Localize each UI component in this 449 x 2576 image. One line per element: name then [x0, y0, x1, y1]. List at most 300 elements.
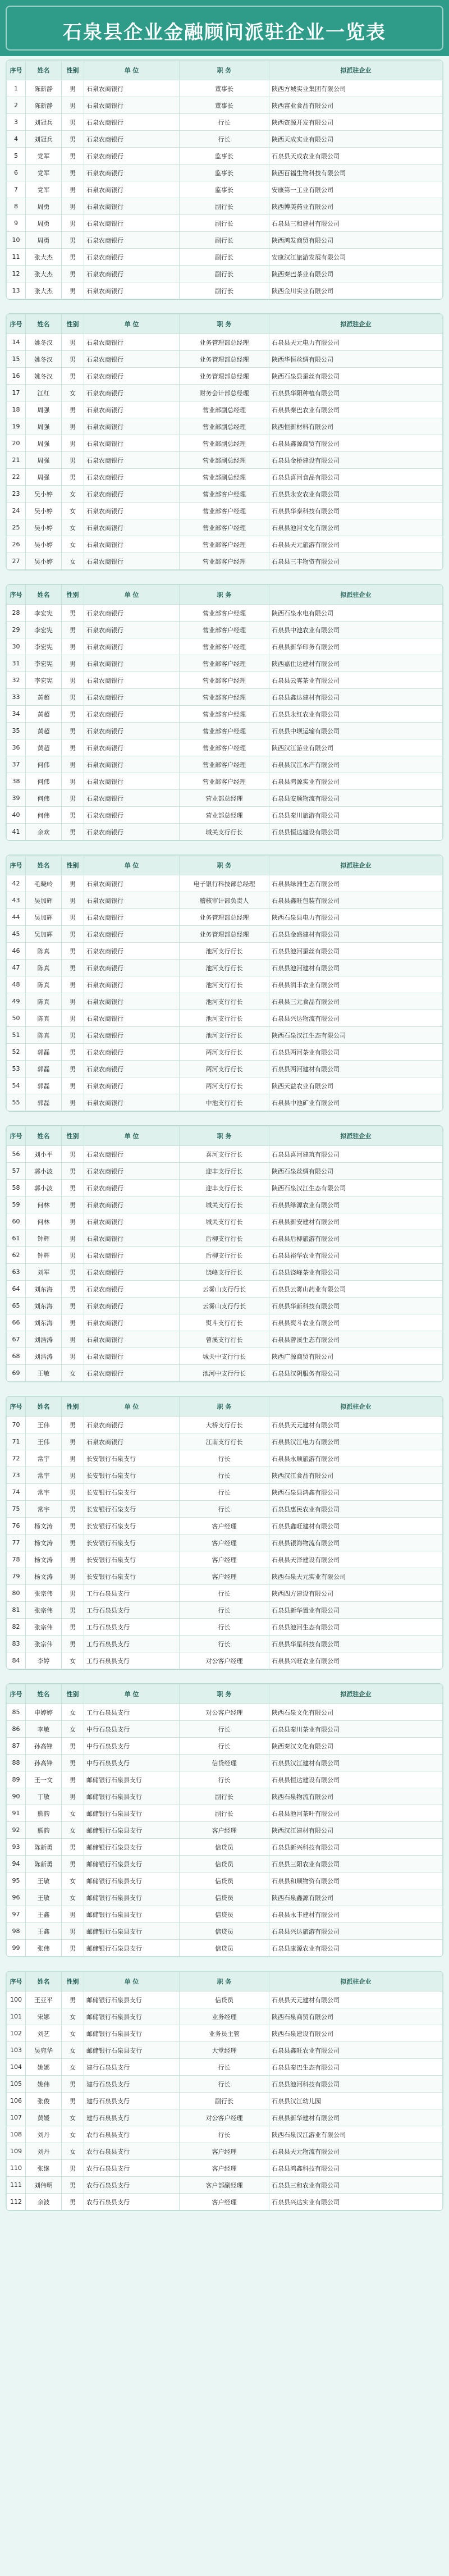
position-cell: 副行长: [180, 1805, 269, 1822]
person-name-cell: 刘东海: [26, 1281, 62, 1298]
person-name-cell: 刘东海: [26, 1298, 62, 1314]
unit-cell: 工行石泉县支行: [84, 1585, 180, 1602]
table-row: [7, 1467, 443, 1484]
column-header: 姓名: [26, 314, 62, 334]
person-name-cell: 余波: [26, 2194, 62, 2210]
unit-cell: 石泉农商银行: [84, 1331, 180, 1348]
column-header: 姓名: [26, 1972, 62, 1992]
position-cell: 副行长: [180, 198, 269, 215]
row-index-cell: 56: [7, 1146, 26, 1163]
position-cell: 两河支行行长: [180, 1061, 269, 1077]
assigned-enterprise-cell: 石泉县喜河建筑有限公司: [269, 1146, 443, 1163]
row-index-cell: 40: [7, 807, 26, 824]
roster-table: [6, 855, 443, 1111]
person-name-cell: 李宏宪: [26, 655, 62, 672]
unit-cell: 邮储银行石泉县支行: [84, 1940, 180, 1957]
position-cell: 客户经理: [180, 1568, 269, 1585]
position-cell: 财务会计部总经理: [180, 385, 269, 401]
position-cell: 营业部客户经理: [180, 689, 269, 706]
row-index-cell: 18: [7, 401, 26, 418]
unit-cell: 农行石泉县支行: [84, 2177, 180, 2194]
person-name-cell: 何林: [26, 1213, 62, 1230]
gender-cell: 男: [62, 605, 84, 622]
unit-cell: 石泉农商银行: [84, 638, 180, 655]
position-cell: 营业部客户经理: [180, 723, 269, 739]
row-index-cell: 107: [7, 2109, 26, 2126]
gender-cell: 男: [62, 1213, 84, 1230]
table-row: [7, 1077, 443, 1094]
position-cell: 城关中支行行长: [180, 1348, 269, 1365]
gender-cell: 男: [62, 807, 84, 824]
column-header: 拟派驻企业: [269, 585, 443, 605]
person-name-cell: 熊韵: [26, 1822, 62, 1839]
position-cell: 副行长: [180, 282, 269, 299]
table-row: [7, 773, 443, 790]
gender-cell: 男: [62, 824, 84, 841]
position-cell: 营业部副总经理: [180, 469, 269, 486]
assigned-enterprise-cell: 石泉县鑫达建材有限公司: [269, 689, 443, 706]
table-row: [7, 1027, 443, 1044]
person-name-cell: 杨文涛: [26, 1551, 62, 1568]
position-cell: 行长: [180, 1721, 269, 1738]
assigned-enterprise-cell: 石泉县云雾山药业有限公司: [269, 1281, 443, 1298]
table-row: [7, 1314, 443, 1331]
table-row: [7, 1889, 443, 1906]
table-row: [7, 672, 443, 689]
row-index-cell: 65: [7, 1298, 26, 1314]
column-header: 序号: [7, 1684, 26, 1704]
unit-cell: 石泉农商银行: [84, 114, 180, 131]
person-name-cell: 刘丹: [26, 2143, 62, 2160]
person-name-cell: 姚伟: [26, 2076, 62, 2093]
table-header-row: [7, 1397, 443, 1417]
gender-cell: 男: [62, 1010, 84, 1027]
gender-cell: 男: [62, 215, 84, 232]
gender-cell: 男: [62, 1992, 84, 2008]
column-header: 单 位: [84, 1397, 180, 1417]
assigned-enterprise-cell: 石泉县秦巴农业有限公司: [269, 401, 443, 418]
table-section: [6, 1396, 443, 1670]
row-index-cell: 66: [7, 1314, 26, 1331]
person-name-cell: 刘小平: [26, 1146, 62, 1163]
row-index-cell: 3: [7, 114, 26, 131]
unit-cell: 石泉农商银行: [84, 385, 180, 401]
row-index-cell: 104: [7, 2059, 26, 2076]
row-index-cell: 88: [7, 1755, 26, 1771]
gender-cell: 男: [62, 2194, 84, 2210]
position-cell: 行长: [180, 1484, 269, 1501]
position-cell: 池河中支行行长: [180, 1365, 269, 1382]
gender-cell: 男: [62, 1856, 84, 1872]
position-cell: 城关支行行长: [180, 1196, 269, 1213]
table-row: [7, 181, 443, 198]
table-row: [7, 960, 443, 976]
unit-cell: 石泉农商银行: [84, 282, 180, 299]
gender-cell: 男: [62, 435, 84, 452]
row-index-cell: 36: [7, 739, 26, 756]
gender-cell: 男: [62, 706, 84, 723]
unit-cell: 邮储银行石泉县支行: [84, 1771, 180, 1788]
table-row: [7, 1568, 443, 1585]
unit-cell: 石泉农商银行: [84, 1281, 180, 1298]
row-index-cell: 93: [7, 1839, 26, 1856]
unit-cell: 石泉农商银行: [84, 807, 180, 824]
unit-cell: 石泉农商银行: [84, 401, 180, 418]
person-name-cell: 吴加辉: [26, 909, 62, 926]
row-index-cell: 64: [7, 1281, 26, 1298]
assigned-enterprise-cell: 石泉县三阳农业有限公司: [269, 1856, 443, 1872]
gender-cell: 男: [62, 993, 84, 1010]
unit-cell: 农行石泉县支行: [84, 2194, 180, 2210]
table-row: [7, 976, 443, 993]
position-cell: 池河支行行长: [180, 1010, 269, 1027]
assigned-enterprise-cell: 石泉县中坝运输有限公司: [269, 723, 443, 739]
gender-cell: 男: [62, 926, 84, 943]
row-index-cell: 49: [7, 993, 26, 1010]
assigned-enterprise-cell: 石泉县池河科技有限公司: [269, 2076, 443, 2093]
gender-cell: 男: [62, 1433, 84, 1450]
row-index-cell: 13: [7, 282, 26, 299]
assigned-enterprise-cell: 陕西汉江建材有限公司: [269, 1822, 443, 1839]
row-index-cell: 72: [7, 1450, 26, 1467]
unit-cell: 邮储银行石泉县支行: [84, 1839, 180, 1856]
table-section: [6, 60, 443, 300]
row-index-cell: 22: [7, 469, 26, 486]
position-cell: 信贷员: [180, 1856, 269, 1872]
column-header: 职 务: [180, 314, 269, 334]
row-index-cell: 98: [7, 1923, 26, 1940]
assigned-enterprise-cell: 石泉县永红农业有限公司: [269, 706, 443, 723]
row-index-cell: 46: [7, 943, 26, 960]
person-name-cell: 郭磊: [26, 1077, 62, 1094]
table-row: [7, 334, 443, 351]
position-cell: 营业部副总经理: [180, 418, 269, 435]
position-cell: 副行长: [180, 2093, 269, 2109]
table-row: [7, 418, 443, 435]
sections-container: [0, 56, 449, 2211]
unit-cell: 石泉农商银行: [84, 960, 180, 976]
table-row: [7, 1061, 443, 1077]
gender-cell: 男: [62, 165, 84, 181]
person-name-cell: 何伟: [26, 807, 62, 824]
unit-cell: 石泉农商银行: [84, 943, 180, 960]
row-index-cell: 99: [7, 1940, 26, 1957]
row-index-cell: 59: [7, 1196, 26, 1213]
person-name-cell: 吴加辉: [26, 892, 62, 909]
assigned-enterprise-cell: 陕西天益农业有限公司: [269, 1077, 443, 1094]
assigned-enterprise-cell: 石泉县恒达建设有限公司: [269, 824, 443, 841]
row-index-cell: 25: [7, 519, 26, 536]
column-header: 拟派驻企业: [269, 314, 443, 334]
gender-cell: 男: [62, 1788, 84, 1805]
gender-cell: 男: [62, 1196, 84, 1213]
column-header: 性别: [62, 1684, 84, 1704]
assigned-enterprise-cell: 陕西石泉建设有限公司: [269, 2025, 443, 2042]
unit-cell: 邮储银行石泉县支行: [84, 1872, 180, 1889]
column-header: 单 位: [84, 61, 180, 80]
person-name-cell: 余欢: [26, 824, 62, 841]
gender-cell: 男: [62, 266, 84, 282]
table-row: [7, 215, 443, 232]
position-cell: 客户经理: [180, 1518, 269, 1534]
position-cell: 客户经理: [180, 2160, 269, 2177]
roster-table: [6, 1971, 443, 2210]
gender-cell: 男: [62, 1619, 84, 1636]
column-header: 姓名: [26, 1684, 62, 1704]
unit-cell: 石泉农商银行: [84, 976, 180, 993]
assigned-enterprise-cell: 石泉县汉江水产有限公司: [269, 756, 443, 773]
column-header: 单 位: [84, 585, 180, 605]
position-cell: 营业部客户经理: [180, 773, 269, 790]
assigned-enterprise-cell: 陕西嘉仕达建材有限公司: [269, 655, 443, 672]
position-cell: 客户经理: [180, 1822, 269, 1839]
column-header: 职 务: [180, 585, 269, 605]
assigned-enterprise-cell: 石泉县汉江建材有限公司: [269, 1755, 443, 1771]
row-index-cell: 94: [7, 1856, 26, 1872]
column-header: 序号: [7, 585, 26, 605]
row-index-cell: 32: [7, 672, 26, 689]
gender-cell: 男: [62, 2160, 84, 2177]
table-row: [7, 638, 443, 655]
table-row: [7, 1856, 443, 1872]
assigned-enterprise-cell: 安康汉江旅游发展有限公司: [269, 249, 443, 266]
person-name-cell: 何伟: [26, 773, 62, 790]
gender-cell: 男: [62, 1551, 84, 1568]
row-index-cell: 85: [7, 1704, 26, 1721]
position-cell: 监事长: [180, 148, 269, 165]
assigned-enterprise-cell: 陕西富业食品有限公司: [269, 97, 443, 114]
row-index-cell: 50: [7, 1010, 26, 1027]
person-name-cell: 毛晓岭: [26, 875, 62, 892]
unit-cell: 长安银行石泉支行: [84, 1551, 180, 1568]
assigned-enterprise-cell: 石泉县金桥建设有限公司: [269, 452, 443, 469]
gender-cell: 男: [62, 1230, 84, 1247]
unit-cell: 石泉农商银行: [84, 97, 180, 114]
assigned-enterprise-cell: 陕西方城实业集团有限公司: [269, 80, 443, 97]
roster-table: [6, 1126, 443, 1382]
table-section: [6, 1971, 443, 2211]
column-header: 单 位: [84, 1126, 180, 1146]
column-header: 性别: [62, 1397, 84, 1417]
position-cell: 信贷员: [180, 1992, 269, 2008]
row-index-cell: 102: [7, 2025, 26, 2042]
gender-cell: 男: [62, 892, 84, 909]
position-cell: 营业部副总经理: [180, 401, 269, 418]
position-cell: 营业部客户经理: [180, 622, 269, 638]
row-index-cell: 30: [7, 638, 26, 655]
person-name-cell: 刘伟明: [26, 2177, 62, 2194]
person-name-cell: 姚冬汉: [26, 368, 62, 385]
unit-cell: 长安银行石泉支行: [84, 1568, 180, 1585]
table-row: [7, 723, 443, 739]
unit-cell: 石泉农商银行: [84, 909, 180, 926]
column-header: 序号: [7, 1397, 26, 1417]
position-cell: 后柳支行行长: [180, 1247, 269, 1264]
gender-cell: 女: [62, 1652, 84, 1669]
table-row: [7, 807, 443, 824]
gender-cell: 男: [62, 1839, 84, 1856]
assigned-enterprise-cell: 石泉县新华印务有限公司: [269, 638, 443, 655]
person-name-cell: 王敏: [26, 1889, 62, 1906]
assigned-enterprise-cell: 陕西石泉水电有限公司: [269, 605, 443, 622]
table-row: [7, 536, 443, 553]
gender-cell: 男: [62, 739, 84, 756]
column-header: 职 务: [180, 61, 269, 80]
table-row: [7, 824, 443, 841]
table-row: [7, 1094, 443, 1111]
unit-cell: 石泉农商银行: [84, 1417, 180, 1433]
table-row: [7, 2194, 443, 2210]
table-row: [7, 80, 443, 97]
roster-table: [6, 584, 443, 841]
gender-cell: 男: [62, 875, 84, 892]
position-cell: 行长: [180, 114, 269, 131]
person-name-cell: 陈新静: [26, 80, 62, 97]
person-name-cell: 刘艺: [26, 2025, 62, 2042]
table-row: [7, 232, 443, 249]
assigned-enterprise-cell: 石泉县天元旅游有限公司: [269, 536, 443, 553]
table-row: [7, 1518, 443, 1534]
assigned-enterprise-cell: 石泉县金盛建材有限公司: [269, 926, 443, 943]
row-index-cell: 61: [7, 1230, 26, 1247]
person-name-cell: 陈真: [26, 943, 62, 960]
unit-cell: 石泉农商银行: [84, 993, 180, 1010]
table-row: [7, 165, 443, 181]
row-index-cell: 21: [7, 452, 26, 469]
row-index-cell: 55: [7, 1094, 26, 1111]
gender-cell: 女: [62, 553, 84, 570]
column-header: 单 位: [84, 1972, 180, 1992]
gender-cell: 男: [62, 1738, 84, 1755]
table-row: [7, 605, 443, 622]
roster-table: [6, 1684, 443, 1957]
table-row: [7, 435, 443, 452]
position-cell: 信贷员: [180, 1872, 269, 1889]
unit-cell: 工行石泉县支行: [84, 1636, 180, 1652]
table-row: [7, 943, 443, 960]
person-name-cell: 党军: [26, 148, 62, 165]
gender-cell: 男: [62, 638, 84, 655]
position-cell: 行长: [180, 1467, 269, 1484]
gender-cell: 男: [62, 1450, 84, 1467]
unit-cell: 邮储银行石泉县支行: [84, 2042, 180, 2059]
row-index-cell: 28: [7, 605, 26, 622]
row-index-cell: 17: [7, 385, 26, 401]
table-section: [6, 1683, 443, 1957]
unit-cell: 石泉农商银行: [84, 131, 180, 148]
row-index-cell: 39: [7, 790, 26, 807]
assigned-enterprise-cell: 石泉县中池矿业有限公司: [269, 1094, 443, 1111]
position-cell: 营业部客户经理: [180, 605, 269, 622]
assigned-enterprise-cell: 石泉县新兴科技有限公司: [269, 1839, 443, 1856]
row-index-cell: 70: [7, 1417, 26, 1433]
position-cell: 营业部总经理: [180, 807, 269, 824]
position-cell: 营业部客户经理: [180, 486, 269, 503]
assigned-enterprise-cell: 石泉县鑫源商贸有限公司: [269, 435, 443, 452]
person-name-cell: 周强: [26, 418, 62, 435]
table-row: [7, 1417, 443, 1433]
table-row: [7, 1619, 443, 1636]
unit-cell: 工行石泉县支行: [84, 1602, 180, 1619]
position-cell: 大堂经理: [180, 2042, 269, 2059]
column-header: 职 务: [180, 1397, 269, 1417]
row-index-cell: 76: [7, 1518, 26, 1534]
gender-cell: 男: [62, 1314, 84, 1331]
assigned-enterprise-cell: 石泉县银海物流有限公司: [269, 1534, 443, 1551]
person-name-cell: 王一文: [26, 1771, 62, 1788]
assigned-enterprise-cell: 石泉县天元物流有限公司: [269, 2143, 443, 2160]
person-name-cell: 杨文涛: [26, 1534, 62, 1551]
table-row: [7, 131, 443, 148]
position-cell: 董事长: [180, 97, 269, 114]
table-row: [7, 401, 443, 418]
gender-cell: 男: [62, 1180, 84, 1196]
assigned-enterprise-cell: 陕西百福生物科技有限公司: [269, 165, 443, 181]
position-cell: 行长: [180, 1501, 269, 1518]
gender-cell: 女: [62, 503, 84, 519]
column-header: 拟派驻企业: [269, 1684, 443, 1704]
person-name-cell: 王敏: [26, 1872, 62, 1889]
table-row: [7, 1738, 443, 1755]
row-index-cell: 52: [7, 1044, 26, 1061]
table-row: [7, 266, 443, 282]
position-cell: 行长: [180, 1450, 269, 1467]
assigned-enterprise-cell: 陕西汉江游业有限公司: [269, 739, 443, 756]
gender-cell: 男: [62, 1568, 84, 1585]
row-index-cell: 44: [7, 909, 26, 926]
gender-cell: 女: [62, 2025, 84, 2042]
table-row: [7, 486, 443, 503]
person-name-cell: 李敏: [26, 1721, 62, 1738]
column-header: 序号: [7, 1972, 26, 1992]
gender-cell: 女: [62, 519, 84, 536]
person-name-cell: 周勇: [26, 215, 62, 232]
gender-cell: 男: [62, 469, 84, 486]
gender-cell: 男: [62, 1044, 84, 1061]
assigned-enterprise-cell: 陕西石泉文化有限公司: [269, 1704, 443, 1721]
person-name-cell: 张伟: [26, 1940, 62, 1957]
assigned-enterprise-cell: 石泉县鸿鑫科技有限公司: [269, 2160, 443, 2177]
position-cell: 营业部客户经理: [180, 503, 269, 519]
column-header: 姓名: [26, 61, 62, 80]
person-name-cell: 王鑫: [26, 1906, 62, 1923]
row-index-cell: 106: [7, 2093, 26, 2109]
gender-cell: 男: [62, 773, 84, 790]
gender-cell: 男: [62, 1923, 84, 1940]
row-index-cell: 27: [7, 553, 26, 570]
gender-cell: 男: [62, 2177, 84, 2194]
assigned-enterprise-cell: 石泉县三和农业有限公司: [269, 2177, 443, 2194]
person-name-cell: 姚冬汉: [26, 334, 62, 351]
assigned-enterprise-cell: 石泉县鸿源实业有限公司: [269, 773, 443, 790]
table-row: [7, 2109, 443, 2126]
assigned-enterprise-cell: 陕西秦巴茶业有限公司: [269, 266, 443, 282]
unit-cell: 石泉农商银行: [84, 232, 180, 249]
person-name-cell: 张大杰: [26, 282, 62, 299]
unit-cell: 邮储银行石泉县支行: [84, 1822, 180, 1839]
assigned-enterprise-cell: 陕西石泉县蚕丝有限公司: [269, 368, 443, 385]
table-row: [7, 756, 443, 773]
row-index-cell: 33: [7, 689, 26, 706]
gender-cell: 女: [62, 486, 84, 503]
person-name-cell: 钟辉: [26, 1230, 62, 1247]
gender-cell: 男: [62, 1534, 84, 1551]
unit-cell: 石泉农商银行: [84, 553, 180, 570]
person-name-cell: 党军: [26, 181, 62, 198]
assigned-enterprise-cell: 石泉县惠民农业有限公司: [269, 1501, 443, 1518]
row-index-cell: 112: [7, 2194, 26, 2210]
position-cell: 客户经理: [180, 1551, 269, 1568]
